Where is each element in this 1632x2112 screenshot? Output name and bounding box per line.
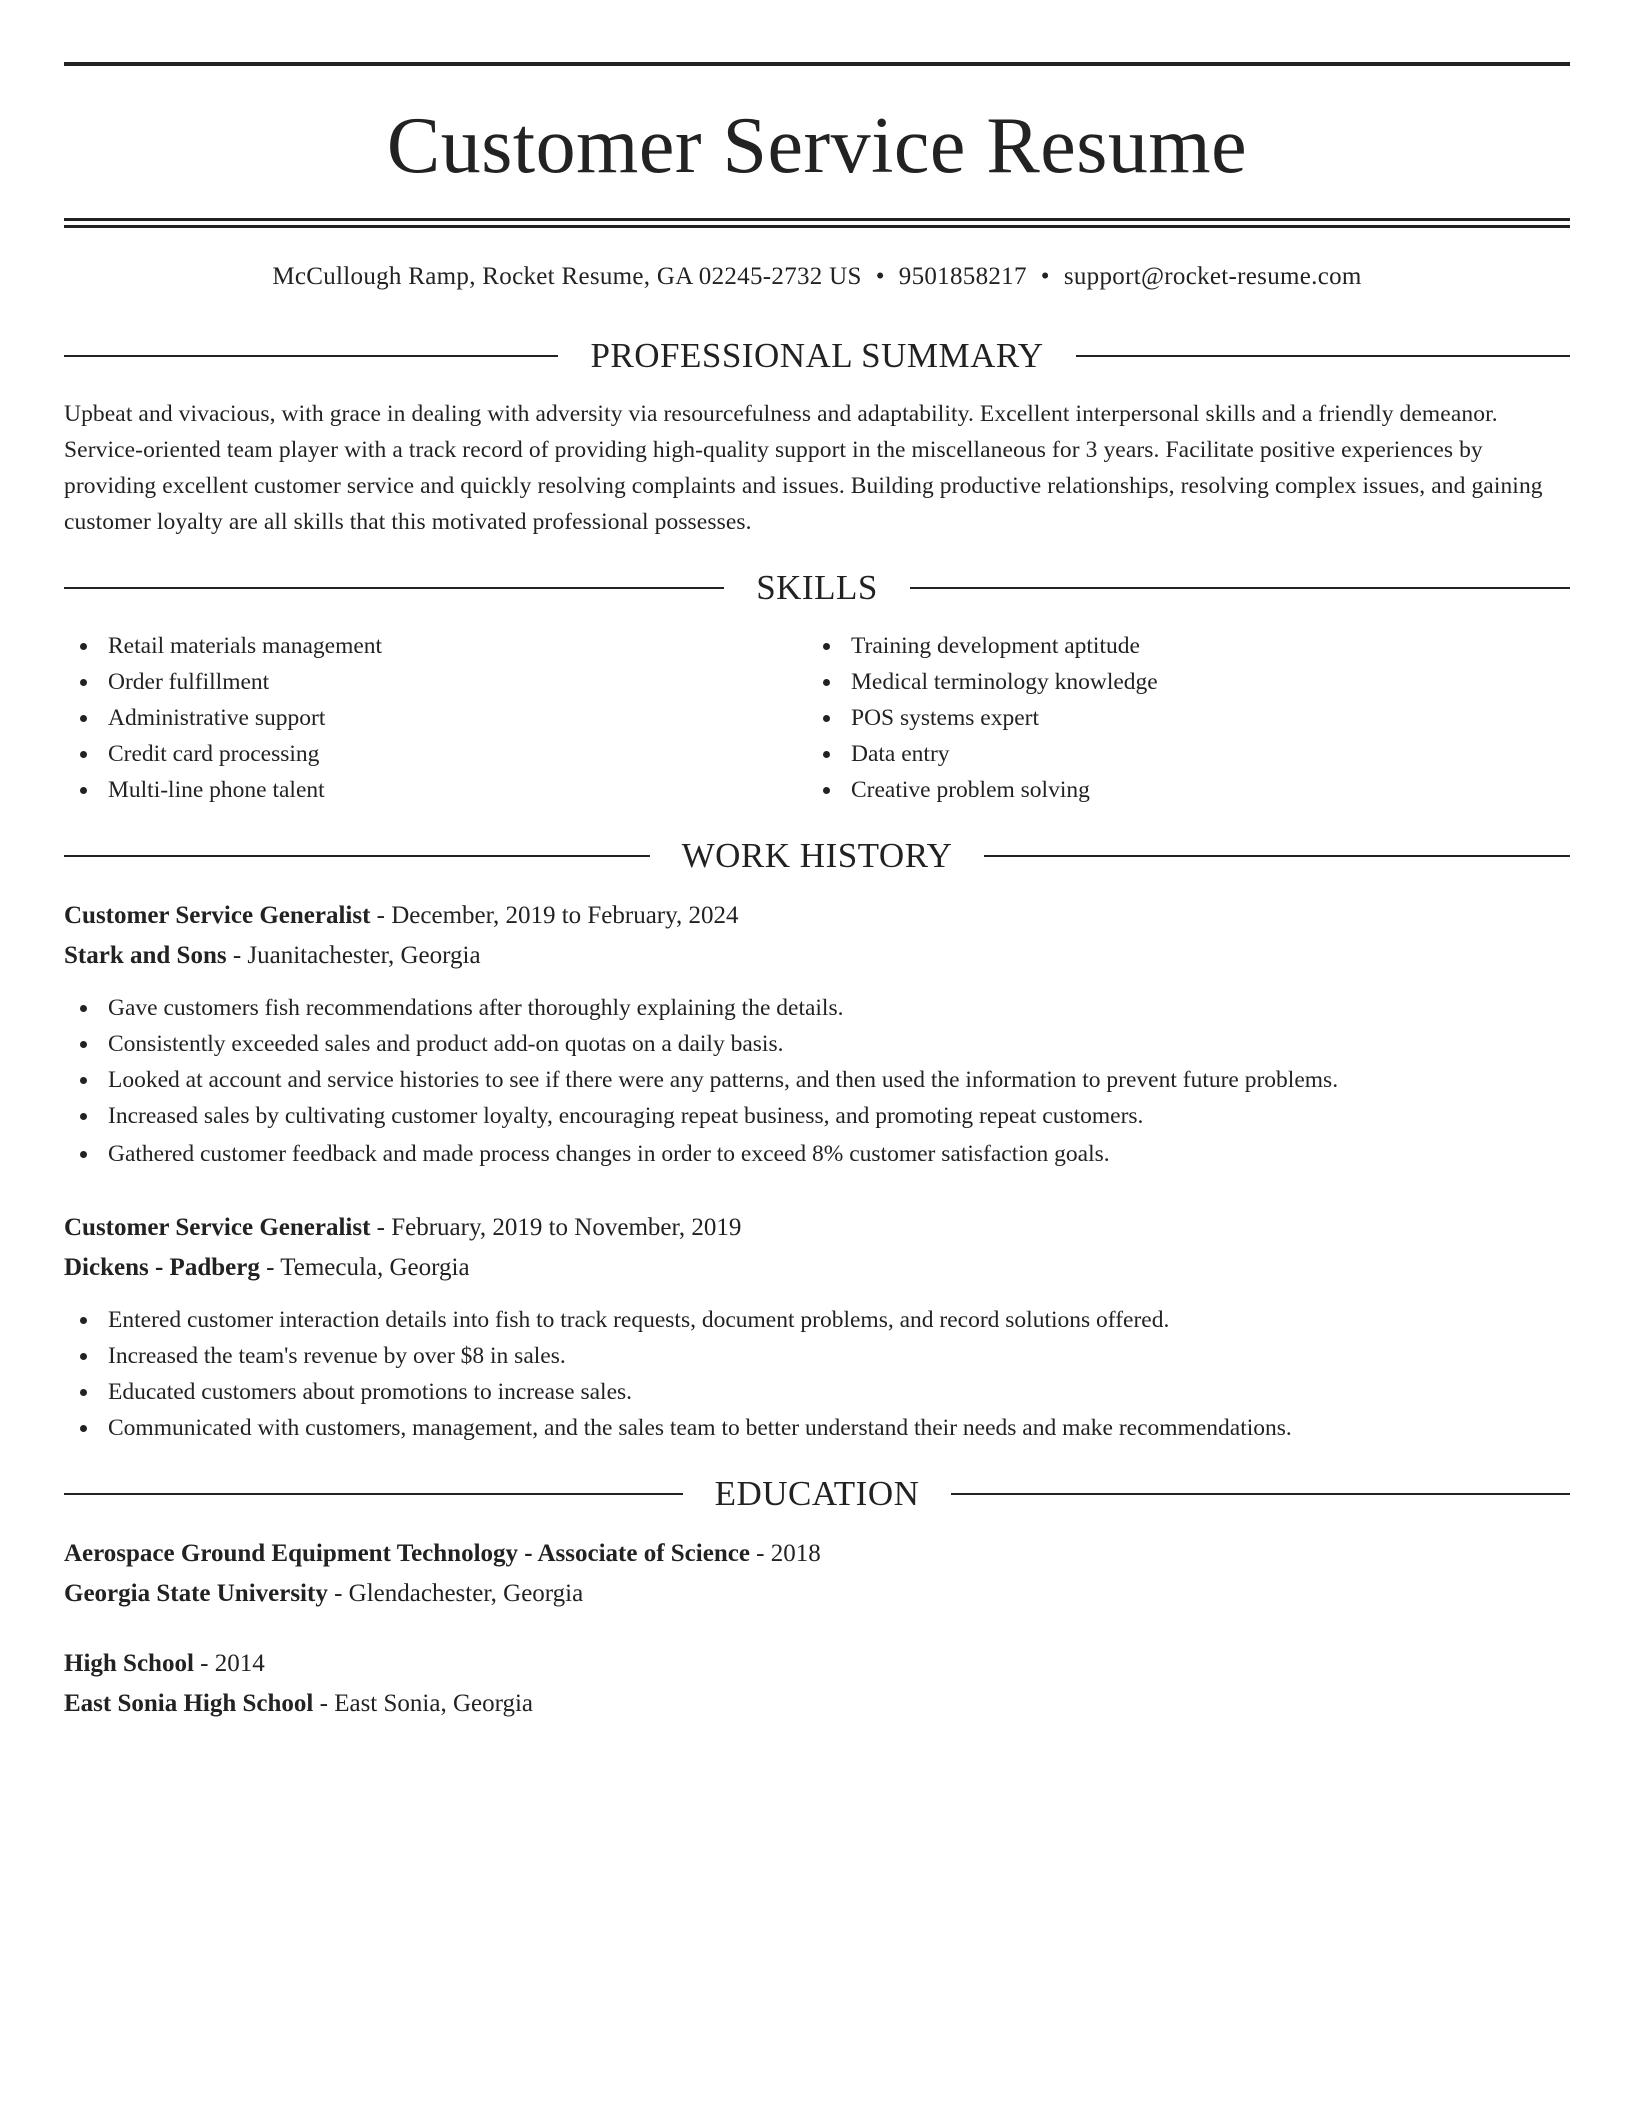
skill-item: Administrative support (64, 700, 807, 736)
job-title: Customer Service Generalist (64, 1214, 371, 1241)
job-company: Stark and Sons (64, 942, 227, 969)
heading-rule-left (64, 1493, 683, 1495)
job-bullet: Communicated with customers, management, and the sales team to better understand their needs and make recommendations. (64, 1410, 1570, 1446)
skill-item: Data entry (807, 736, 1550, 772)
contact-address: McCullough Ramp, Rocket Resume, GA 02245-2732 US (272, 263, 862, 290)
heading-rule-right (951, 1493, 1570, 1495)
skill-item: Medical terminology knowledge (807, 664, 1550, 700)
job-dates: - December, 2019 to February, 2024 (370, 902, 739, 929)
job-bullet: Educated customers about promotions to increase sales. (64, 1374, 1570, 1410)
job-company-line (64, 936, 1570, 976)
job-location: - Temecula, Georgia (259, 1254, 470, 1281)
section-heading-education (64, 1474, 1570, 1514)
education-school: East Sonia High School (64, 1690, 314, 1717)
job-company-line (64, 1248, 1570, 1288)
job-bullet: Entered customer interaction details into fish to track requests, document problems, and record solutions offered. (64, 1302, 1570, 1338)
job-bullets (64, 1302, 1570, 1446)
section-title: EDUCATION (714, 1474, 920, 1513)
skill-item: Creative problem solving (807, 772, 1550, 808)
title-double-rule (64, 218, 1570, 228)
job-bullet: Increased sales by cultivating customer loyalty, encouraging repeat business, and promoting repeat customers. (64, 1098, 1570, 1134)
section-heading-summary (64, 336, 1570, 376)
job-bullet: Increased the team's revenue by over $8 in sales. (64, 1338, 1570, 1374)
education-year: - 2014 (193, 1650, 265, 1677)
resume-page (64, 62, 1570, 1724)
education-degree: Aerospace Ground Equipment Technology - Associate of Science (64, 1540, 750, 1567)
job-dates: - February, 2019 to November, 2019 (370, 1214, 742, 1241)
section-title: SKILLS (756, 568, 878, 607)
heading-rule-left (64, 355, 558, 357)
skill-item: Credit card processing (64, 736, 807, 772)
job-title-line (64, 896, 1570, 936)
education-year: - 2018 (749, 1540, 821, 1567)
heading-rule-right (1076, 355, 1570, 357)
skills-column-left (64, 628, 807, 808)
section-title: PROFESSIONAL SUMMARY (590, 336, 1044, 375)
job-location: - Juanitachester, Georgia (226, 942, 481, 969)
skills-column-right (807, 628, 1550, 808)
contact-email: support@rocket-resume.com (1063, 263, 1362, 290)
skills-list (64, 628, 1570, 808)
section-heading-work (64, 836, 1570, 876)
heading-rule-left (64, 855, 650, 857)
education-location: - East Sonia, Georgia (313, 1690, 534, 1717)
education-entry (64, 1534, 1570, 1614)
education-degree-line (64, 1644, 1570, 1684)
contact-line (64, 262, 1570, 292)
skill-item: POS systems expert (807, 700, 1550, 736)
job-title: Customer Service Generalist (64, 902, 371, 929)
job-bullet: Consistently exceeded sales and product add-on quotas on a daily basis. (64, 1026, 1570, 1062)
contact-phone: 9501858217 (898, 263, 1027, 290)
job-company: Dickens - Padberg (64, 1254, 260, 1281)
contact-separator: • (1040, 263, 1050, 290)
education-school: Georgia State University (64, 1580, 328, 1607)
skill-item: Training development aptitude (807, 628, 1550, 664)
resume-title: Customer Service Resume (386, 102, 1248, 190)
job-title-line (64, 1208, 1570, 1248)
job-entry (64, 1208, 1570, 1446)
heading-rule-right (984, 855, 1570, 857)
section-title: WORK HISTORY (681, 836, 953, 875)
skill-item: Retail materials management (64, 628, 807, 664)
heading-rule-left (64, 587, 724, 589)
top-rule (64, 62, 1570, 66)
education-location: - Glendachester, Georgia (327, 1580, 584, 1607)
education-degree-line (64, 1534, 1570, 1574)
education-school-line (64, 1574, 1570, 1614)
job-bullet: Looked at account and service histories to see if there were any patterns, and then used the information to prevent future problems. (64, 1062, 1570, 1098)
education-school-line (64, 1684, 1570, 1724)
skill-item: Order fulfillment (64, 664, 807, 700)
contact-separator: • (875, 263, 885, 290)
job-bullets (64, 990, 1570, 1172)
job-entry (64, 896, 1570, 1172)
skill-item: Multi-line phone talent (64, 772, 807, 808)
job-bullet: Gave customers fish recommendations after thoroughly explaining the details. (64, 990, 1570, 1026)
heading-rule-right (910, 587, 1570, 589)
education-degree: High School (64, 1650, 194, 1677)
summary-paragraph: Upbeat and vivacious, with grace in dealing with adversity via resourcefulness and adaptability. Excellent interpersonal skills and a friendly demeanor. Service-oriented team player with a track record of providing high-quality support in the miscellaneous for 3 years. Facilitate positive experiences by providing excellent customer service and quickly resolving complaints and issues. Building productive relationships, resolving complex issues, and gaining customer loyalty are all skills that this motivated professional possesses. (64, 401, 1543, 535)
education-entry (64, 1644, 1570, 1724)
job-bullet: Gathered customer feedback and made process changes in order to exceed 8% customer satisfaction goals. (64, 1136, 1570, 1172)
section-heading-skills (64, 568, 1570, 608)
